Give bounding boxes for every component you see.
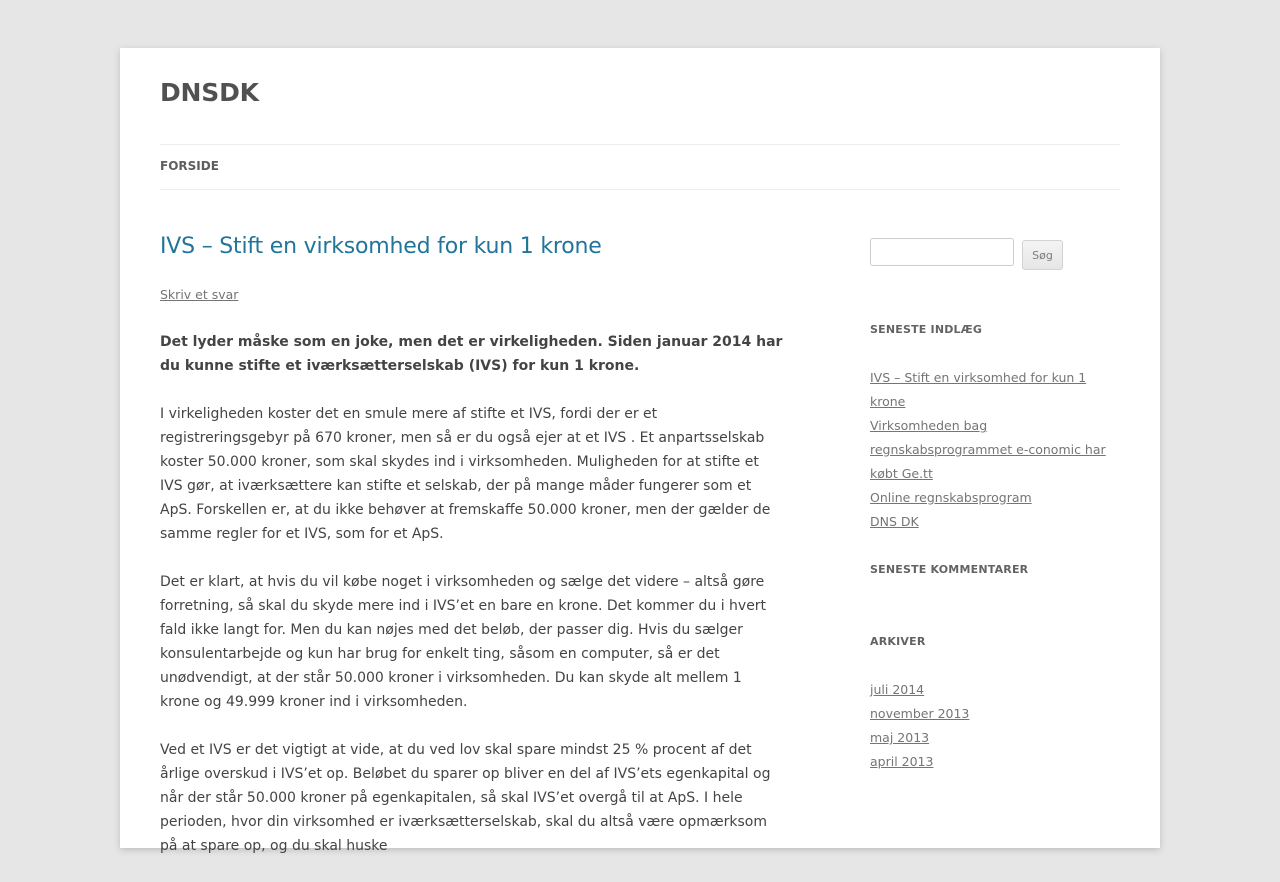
post-article [160, 234, 785, 882]
post-title[interactable]: IVS – Stift en virksomhed for kun 1 krone [160, 234, 602, 259]
list-item [870, 702, 1120, 726]
nav-item-forside[interactable]: FORSIDE [160, 159, 219, 173]
post-paragraph: I virkeligheden koster det en smule mere af stifte et IVS, fordi der er et registreringsgebyr på 670 kroner, men så er du også ejer at et IVS . Et anpartsselskab koster 50.000 kroner, som skal skydes ind i virksomheden. Muligheden for at stifte et IVS gør, at iværksættere kan stifte et selskab, der på mange måder fungerer som et ApS. Forskellen er, at du ikke behøver at fremskaffe 50.000 kroner, men der gælder de samme regler for et IVS, som for et ApS. [160, 406, 771, 543]
archive-link[interactable]: juli 2014 [870, 682, 925, 697]
recent-comments-title: SENESTE KOMMENTARER [870, 563, 1029, 576]
post-content [160, 330, 785, 858]
recent-post-link[interactable]: IVS – Stift en virksomhed for kun 1 krone [870, 370, 1087, 409]
recent-post-link[interactable]: regnskabsprogrammet e-conomic har købt Ge.tt [870, 442, 1106, 481]
recent-post-link[interactable]: DNS DK [870, 514, 919, 529]
archives-title: ARKIVER [870, 635, 926, 648]
recent-posts-title: SENESTE INDLÆG [870, 323, 983, 336]
list-item [870, 750, 1120, 774]
list-item [870, 678, 1120, 702]
reply-link[interactable]: Skriv et svar [160, 287, 239, 303]
list-item [870, 726, 1120, 750]
search-input[interactable] [870, 238, 1014, 266]
archive-link[interactable]: maj 2013 [870, 730, 930, 745]
list-item [870, 510, 1120, 534]
post-paragraph: Det er klart, at hvis du vil købe noget i virksomheden og sælge det videre – altså gøre forretning, så skal du skyde mere ind i IVS’et en bare en krone. Det kommer du i hvert fald ikke langt for. Men du kan nøjes med det beløb, der passer dig. Hvis du sælger konsulentarbejde og kun har brug for enkelt ting, såsom en computer, så er det unødvendigt, at der står 50.000 kroner i virksomheden. Du kan skyde alt mellem 1 krone og 49.999 kroner ind i virksomheden. [160, 574, 767, 711]
recent-post-link[interactable]: Virksomheden bag [870, 418, 988, 433]
main-navigation [160, 144, 1120, 190]
list-item [870, 486, 1120, 510]
archive-link[interactable]: april 2013 [870, 754, 934, 769]
recent-posts-list [870, 366, 1120, 534]
search-button[interactable]: Søg [1022, 240, 1063, 270]
page-container [120, 48, 1160, 855]
list-item [870, 414, 1120, 438]
site-title[interactable]: DNSDK [160, 78, 259, 107]
post-paragraph: Det lyder måske som en joke, men det er virkeligheden. Siden januar 2014 har du kunne stifte et iværksætterselskab (IVS) for kun 1 krone. [160, 334, 783, 375]
post-paragraph: Ved et IVS er det vigtigt at vide, at du ved lov skal spare mindst 25 % procent af det årlige overskud i IVS’et op. Beløbet du sparer op bliver en del af IVS’ets egenkapital og når der står 50.000 kroner på egenkapitalen, så skal IVS’et overgå til at ApS. I hele perioden, hvor din virksomhed er iværksætterselskab, skal du altså være opmærksom på at spare op, og du skal huske [160, 742, 771, 855]
list-item [870, 438, 1120, 486]
recent-post-link[interactable]: Online regnskabsprogram [870, 490, 1032, 505]
archive-link[interactable]: november 2013 [870, 706, 970, 721]
archives-list [870, 678, 1120, 774]
list-item [870, 366, 1120, 414]
